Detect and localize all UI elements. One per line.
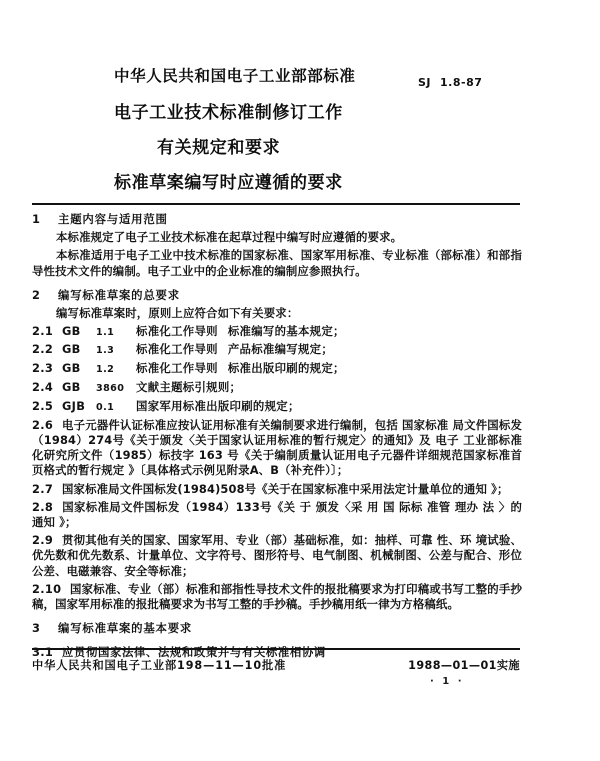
reference-title-b: 产品标准编写规定； [227, 342, 334, 357]
reference-title-a: 标准化工作导则 [136, 323, 218, 338]
standard-code-label: 1.8-87 [440, 76, 483, 89]
reference-org: GB [62, 342, 81, 357]
clause-2-10 [32, 582, 522, 612]
clause-2-9 [32, 533, 522, 579]
reference-title [136, 324, 345, 339]
reference-number: 2.5 [32, 398, 54, 413]
clause-2-7 [32, 482, 522, 497]
approval-statement: 中华人民共和国电子工业部198—11—10批准 [32, 659, 287, 672]
reference-number: 2.4 [32, 379, 54, 394]
reference-title-b: 标准出版印刷的规定； [227, 361, 345, 376]
header-divider [32, 203, 520, 205]
section-1-paragraph-2: 本标准适用于电子工业中技术标准的国家标准、国家军用标准、专业标准（部标准）和部指导性技术文件的编制。电子工业中的企业标准的编制应参照执行。 [32, 248, 522, 278]
clause-number: 2.10 [32, 581, 62, 596]
page-footer [32, 657, 520, 673]
reference-code: 3860 [96, 382, 125, 394]
reference-number: 2.3 [32, 361, 54, 376]
section-title-1: 主题内容与适用范围 [58, 212, 168, 226]
subsection-number: 3.1 [32, 645, 54, 660]
document-title-line-1: 电子工业技术标准制修订工作 [114, 103, 343, 123]
clause-number: 2.7 [32, 481, 54, 496]
reference-title-a: 文献主题标引规则； [136, 379, 242, 394]
clause-2-6 [32, 418, 522, 479]
standard-number [418, 76, 482, 89]
reference-title [136, 342, 333, 357]
reference-code: 1.3 [96, 345, 115, 357]
reference-org: GJB [62, 398, 86, 413]
reference-code: 0.1 [96, 401, 115, 413]
clause-text: 国家标准、专业（部）标准和部指性导技术文件的报批稿要求为打印稿或书写工整的手抄稿，国家军用标准的报批稿要求为书写工整的手抄稿。手抄稿用纸一律为方格稿纸。 [32, 581, 522, 611]
clause-2-8 [32, 500, 522, 530]
reference-org: GB [62, 323, 81, 338]
section-heading-3 [32, 621, 522, 636]
document-body [32, 212, 522, 661]
reference-org: GB [62, 361, 81, 376]
clause-number: 2.6 [32, 417, 54, 432]
clause-number: 2.9 [32, 533, 54, 548]
section-2-paragraph-1: 编写标准草案时，原则上应符合如下有关要求： [56, 306, 299, 321]
reference-number: 2.1 [32, 323, 54, 338]
reference-title-b: 标准编写的基本规定； [227, 323, 345, 338]
subsection-title: 应贯彻国家法律、法规和政策并与有关标准相协调 [62, 645, 326, 660]
page-number: · 1 · [430, 676, 465, 687]
clause-text: 贯彻其他有关的国家、国家军用、专业（部）基础标准，如：抽样、可靠 性、环 境试验、优先数和优先数系、计量单位、文字符号、图形符号、电气制图、机械制图、公差与配合、形位公差、电磁兼容、安全等标准； [32, 533, 522, 578]
clause-text: 电子元器件认证标准应按认证用标准有关编制要求进行编制，包括 国家标准 局文件国标发（1984）274号《关于颁发〈关于国家认证用标准的暂行规定〉的通知》及 电子 工业部标准化研究所文件（1985）标技字 163 号《关于编制质量认证用电子元器件详细规范国家标准首页格式的暂行规定 》〔具体格式示例见附录A、B（补充件）〕； [32, 417, 522, 478]
reference-title-a: 国家军用标准出版印刷的规定； [136, 398, 300, 413]
section-heading-1 [32, 212, 522, 227]
clause-number: 2.8 [32, 499, 54, 514]
reference-row [32, 342, 522, 358]
reference-title [136, 361, 345, 376]
reference-title-a: 标准化工作导则 [136, 361, 218, 376]
reference-row [32, 399, 522, 415]
reference-row [32, 380, 522, 396]
reference-code: 1.2 [96, 364, 115, 376]
section-number-3: 3 [32, 621, 41, 636]
section-heading-2 [32, 288, 522, 303]
document-title-line-3: 标准草案编写时应遵循的要求 [114, 173, 343, 193]
section-1-paragraph-1: 本标准规定了电子工业技术标准在起草过程中编写时应遵循的要求。 [56, 230, 403, 245]
reference-title [136, 399, 300, 414]
standard-org-label: SJ [418, 76, 432, 89]
section-number-2: 2 [32, 287, 41, 302]
effective-date: 1988—01—01实施 [408, 659, 520, 672]
reference-org: GB [62, 379, 81, 394]
reference-title [136, 380, 241, 395]
document-title-line-2: 有关规定和要求 [157, 138, 281, 158]
reference-row [32, 361, 522, 377]
ministry-title: 中华人民共和国电子工业部部标准 [114, 67, 356, 85]
section-title-3: 编写标准草案的基本要求 [58, 621, 193, 636]
reference-number: 2.2 [32, 342, 54, 357]
clause-text: 国家标准局文件国标发(1984)508号《关于在国家标准中采用法定计量单位的通知 》； [62, 481, 509, 496]
reference-title-a: 标准化工作导则 [136, 342, 218, 357]
section-title-2: 编写标准草案的总要求 [58, 287, 180, 302]
reference-code: 1.1 [96, 326, 115, 338]
reference-row [32, 324, 522, 340]
clause-text: 国家标准局文件国标发（1984）133号《关 于 颁发〈采 用 国 际标 准管 理办 法 〉的通知 》； [32, 499, 522, 529]
section-number-1: 1 [32, 212, 41, 226]
